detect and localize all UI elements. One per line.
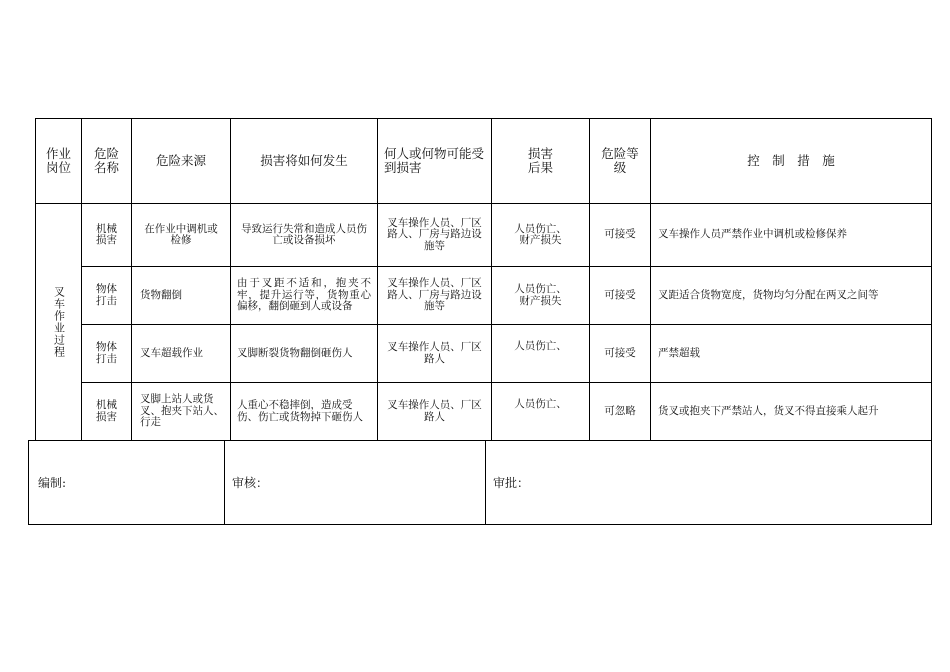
header-who: 何人或何物可能受到损害 (384, 146, 485, 175)
row1-who: 叉车操作人员、厂区路人、厂房与路边设施等 (387, 216, 482, 252)
sig-divider (485, 440, 486, 525)
header-result: 损害后果 (527, 146, 553, 175)
row3-how: 叉脚断裂货物翻倒砸伤人 (237, 346, 353, 359)
row4-how: 人重心不稳摔倒，造成受伤、伤亡或货物掉下砸伤人 (237, 399, 363, 423)
row2-level: 可接受 (604, 288, 636, 301)
risk-assessment-table (35, 118, 932, 440)
row4-who: 叉车操作人员、厂区路人 (387, 399, 482, 423)
sig-divider (224, 440, 225, 525)
sig-border-bottom (28, 524, 932, 525)
sig-border-right (931, 440, 932, 525)
post-name: 叉车作业过程 (52, 286, 66, 358)
row4-result: 人员伤亡、 (514, 398, 567, 410)
row3-level: 可接受 (604, 346, 636, 359)
row1-control: 叉车操作人员严禁作业中调机或检修保养 (658, 228, 847, 241)
row1-how: 导致运行失常和造成人员伤亡或设备损坏 (241, 222, 367, 246)
sig-border-left (28, 440, 29, 525)
approved-by-label: 审批： (493, 475, 530, 490)
row4-hazard: 机械损害 (96, 399, 117, 423)
row2-who: 叉车操作人员、厂区路人、厂房与路边设施等 (387, 277, 482, 313)
row3-hazard: 物体打击 (96, 341, 117, 365)
prepared-by-label: 编制: (38, 475, 67, 490)
header-level: 危险等级 (601, 146, 639, 175)
row1-source: 在作业中调机或检修 (144, 222, 218, 246)
row2-source: 货物翻倒 (140, 288, 182, 301)
row4-source: 叉脚上站人或货叉、抱夹下站人、行走 (140, 393, 224, 429)
header-post: 作业岗位 (45, 146, 71, 175)
header-control: 控 制 措 施 (747, 153, 835, 168)
row2-how: 由于叉距不适和，抱夹不牢，提升运行等，货物重心偏移，翻倒砸到人或设备 (237, 277, 371, 313)
row1-result: 人员伤亡、财产损失 (514, 222, 567, 246)
header-hazard: 危险名称 (93, 146, 119, 175)
row4-level: 可忽略 (604, 404, 636, 417)
col-line (931, 118, 932, 440)
row4-control: 货叉或抱夹下严禁站人，货叉不得直接乘人起升 (658, 404, 879, 417)
header-source: 危险来源 (155, 153, 206, 168)
signature-table (28, 440, 932, 525)
row2-result: 人员伤亡、财产损失 (514, 283, 567, 307)
row3-source: 叉车超载作业 (140, 346, 203, 359)
row3-who: 叉车操作人员、厂区路人 (387, 341, 482, 365)
reviewed-by-label: 审核： (232, 475, 269, 490)
row1-hazard: 机械损害 (96, 222, 117, 246)
header-how: 损害将如何发生 (260, 153, 348, 168)
row1-level: 可接受 (604, 228, 636, 241)
row3-control: 严禁超载 (658, 346, 700, 359)
row2-hazard: 物体打击 (96, 283, 117, 307)
row2-control: 叉距适合货物宽度，货物均匀分配在两叉之间等 (658, 288, 879, 301)
row3-result: 人员伤亡、 (514, 340, 567, 352)
